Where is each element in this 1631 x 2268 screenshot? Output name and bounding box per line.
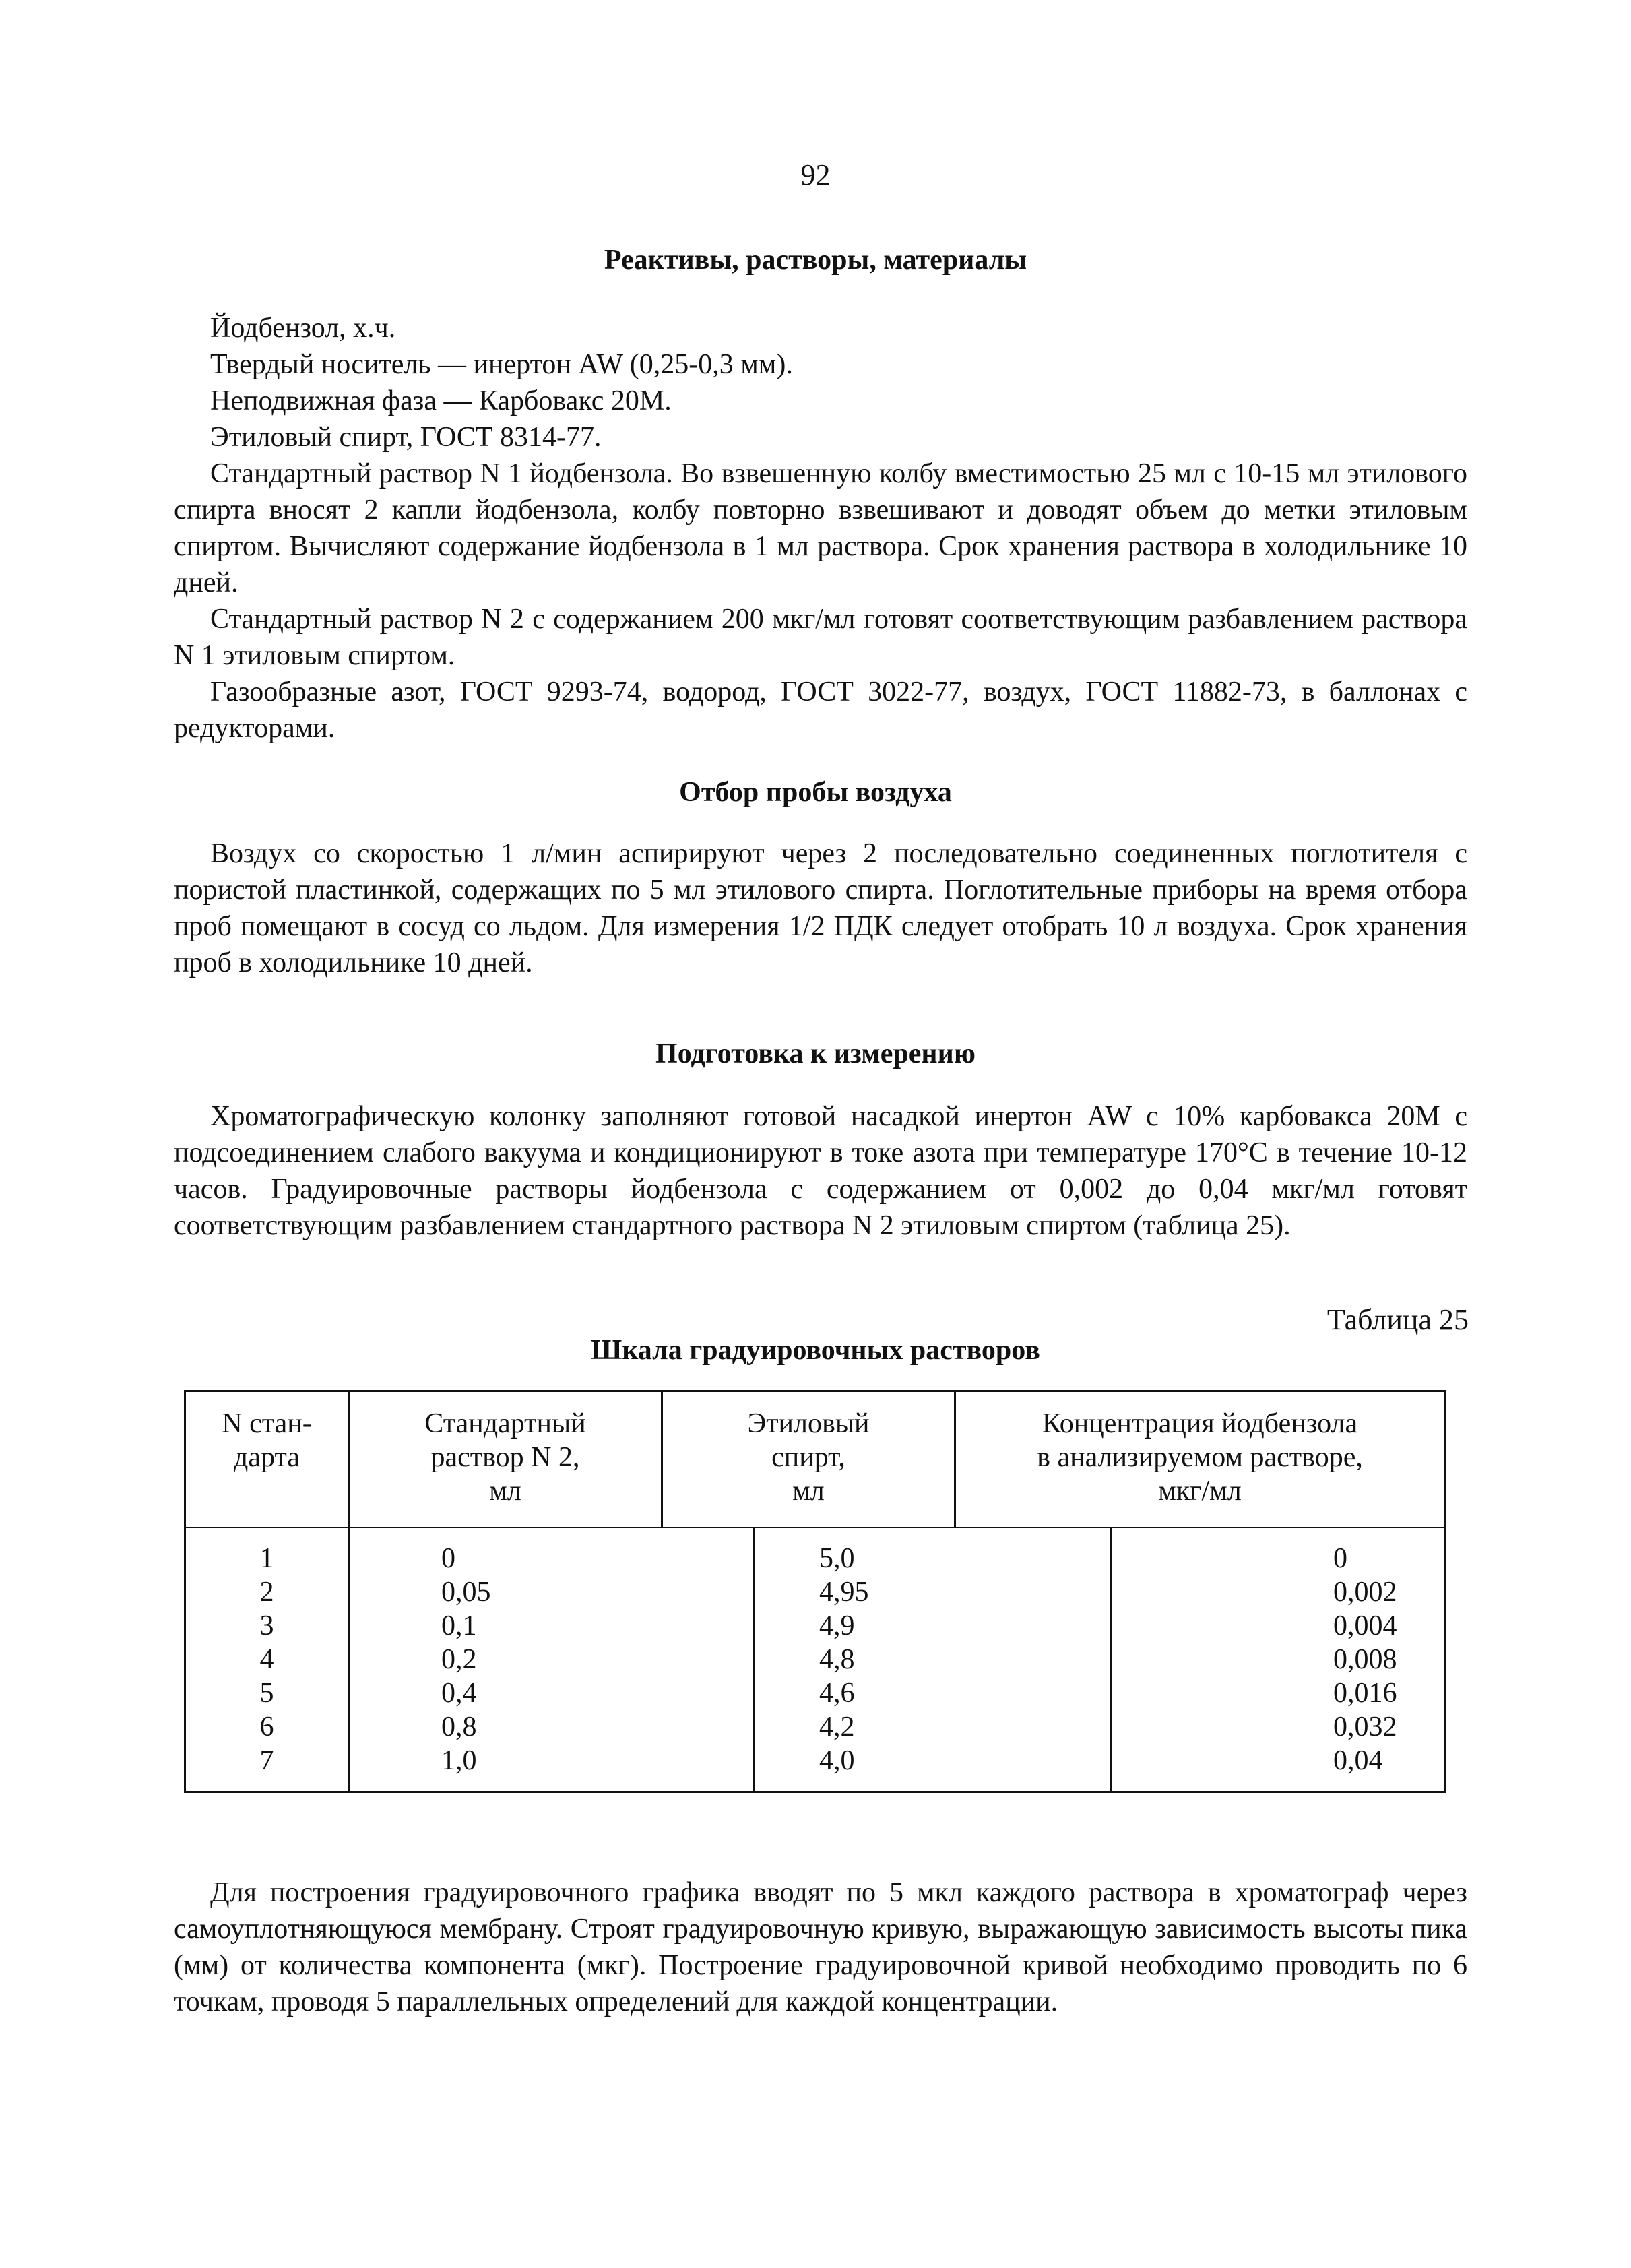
standard-solution-1-paragraph: Стандартный раствор N 1 йодбензола. Во взвешенную колбу вместимостью 25 мл с 10-15 мл этилового спирта вносят 2 капли йодбензола, колбу повторно взвешивают и доводят объем до метки этиловым спиртом. Вычисляют содержание йодбензола в 1 мл раствора. Срок хранения раствора в холодильнике 10 дней.	[174, 458, 1467, 598]
sampling-section	[174, 836, 1467, 981]
table-row: 3 0,1 4,9 0,004	[185, 1609, 1445, 1643]
sampling-heading: Отбор пробы воздуха	[679, 777, 952, 808]
reagents-section	[174, 310, 1467, 747]
gases-paragraph: Газообразные азот, ГОСТ 9293-74, водород, ГОСТ 3022-77, воздух, ГОСТ 11882-73, в баллонах с редукторами.	[174, 676, 1467, 744]
table-row: 4 0,2 4,8 0,008	[185, 1643, 1445, 1676]
reagent-line: Йодбензол, х.ч.	[210, 313, 396, 344]
closing-paragraph: Для построения градуировочного графика вводят по 5 мкл каждого раствора в хроматограф через самоуплотняющуюся мембрану. Строят градуировочную кривую, выражающую зависимость высоты пика (мм) от количества компонента (мкг). Построение градуировочной кривой необходимо проводить по 6 точкам, проводя 5 параллельных определений для каждой концентрации.	[174, 1877, 1467, 2017]
reagents-heading: Реактивы, растворы, материалы	[604, 245, 1027, 276]
header-standard-solution: Стандартный раствор N 2, мл	[349, 1392, 662, 1527]
table-row: 1 0 5,0 0	[185, 1528, 1445, 1575]
reagent-line: Твердый носитель — инертон AW (0,25-0,3 мм).	[210, 349, 793, 380]
header-ethanol: Этиловый спирт, мл	[662, 1392, 955, 1527]
reagent-line: Этиловый спирт, ГОСТ 8314-77.	[210, 422, 602, 453]
page-number: 92	[800, 158, 831, 191]
calibration-table	[184, 1390, 1446, 1793]
closing-section	[174, 1875, 1467, 2020]
table-bottom-rule	[184, 1791, 1446, 1793]
table-header-row	[185, 1392, 1445, 1527]
table-row: 7 1,0 4,0 0,04	[185, 1744, 1445, 1791]
table-row: 6 0,8 4,2 0,032	[185, 1710, 1445, 1744]
table-row: 2 0,05 4,95 0,002	[185, 1575, 1445, 1609]
preparation-heading: Подготовка к измерению	[655, 1038, 976, 1069]
preparation-section	[174, 1098, 1467, 1244]
header-standard-number: N стан- дарта	[185, 1392, 349, 1527]
header-concentration: Концентрация йодбензола в анализируемом растворе, мкг/мл	[955, 1392, 1445, 1527]
reagent-line: Неподвижная фаза — Карбовакс 20М.	[210, 385, 672, 416]
sampling-paragraph: Воздух со скоростью 1 л/мин аспирируют через 2 последовательно соединенных поглотителя с пористой пластинкой, содержащих по 5 мл этилового спирта. Поглотительные приборы на время отбора проб помещают в сосуд со льдом. Для измерения 1/2 ПДК следует отобрать 10 л воздуха. Срок хранения проб в холодильнике 10 дней.	[174, 838, 1467, 978]
preparation-paragraph: Хроматографическую колонку заполняют готовой насадкой инертон AW с 10% карбовакса 20М с подсоединением слабого вакуума и кондиционируют в токе азота при температуре 170°С в течение 10-12 часов. Градуировочные растворы йодбензола с содержанием от 0,002 до 0,04 мкг/мл готовят соответствующим разбавлением стандартного раствора N 2 этиловым спиртом (таблица 25).	[174, 1101, 1467, 1241]
table-title: Шкала градуировочных растворов	[591, 1335, 1040, 1366]
standard-solution-2-paragraph: Стандартный раствор N 2 с содержанием 200 мкг/мл готовят соответствующим разбавлением раствора N 1 этиловым спиртом.	[174, 604, 1467, 671]
table-row: 5 0,4 4,6 0,016	[185, 1676, 1445, 1710]
table-label: Таблица 25	[1326, 1303, 1469, 1336]
